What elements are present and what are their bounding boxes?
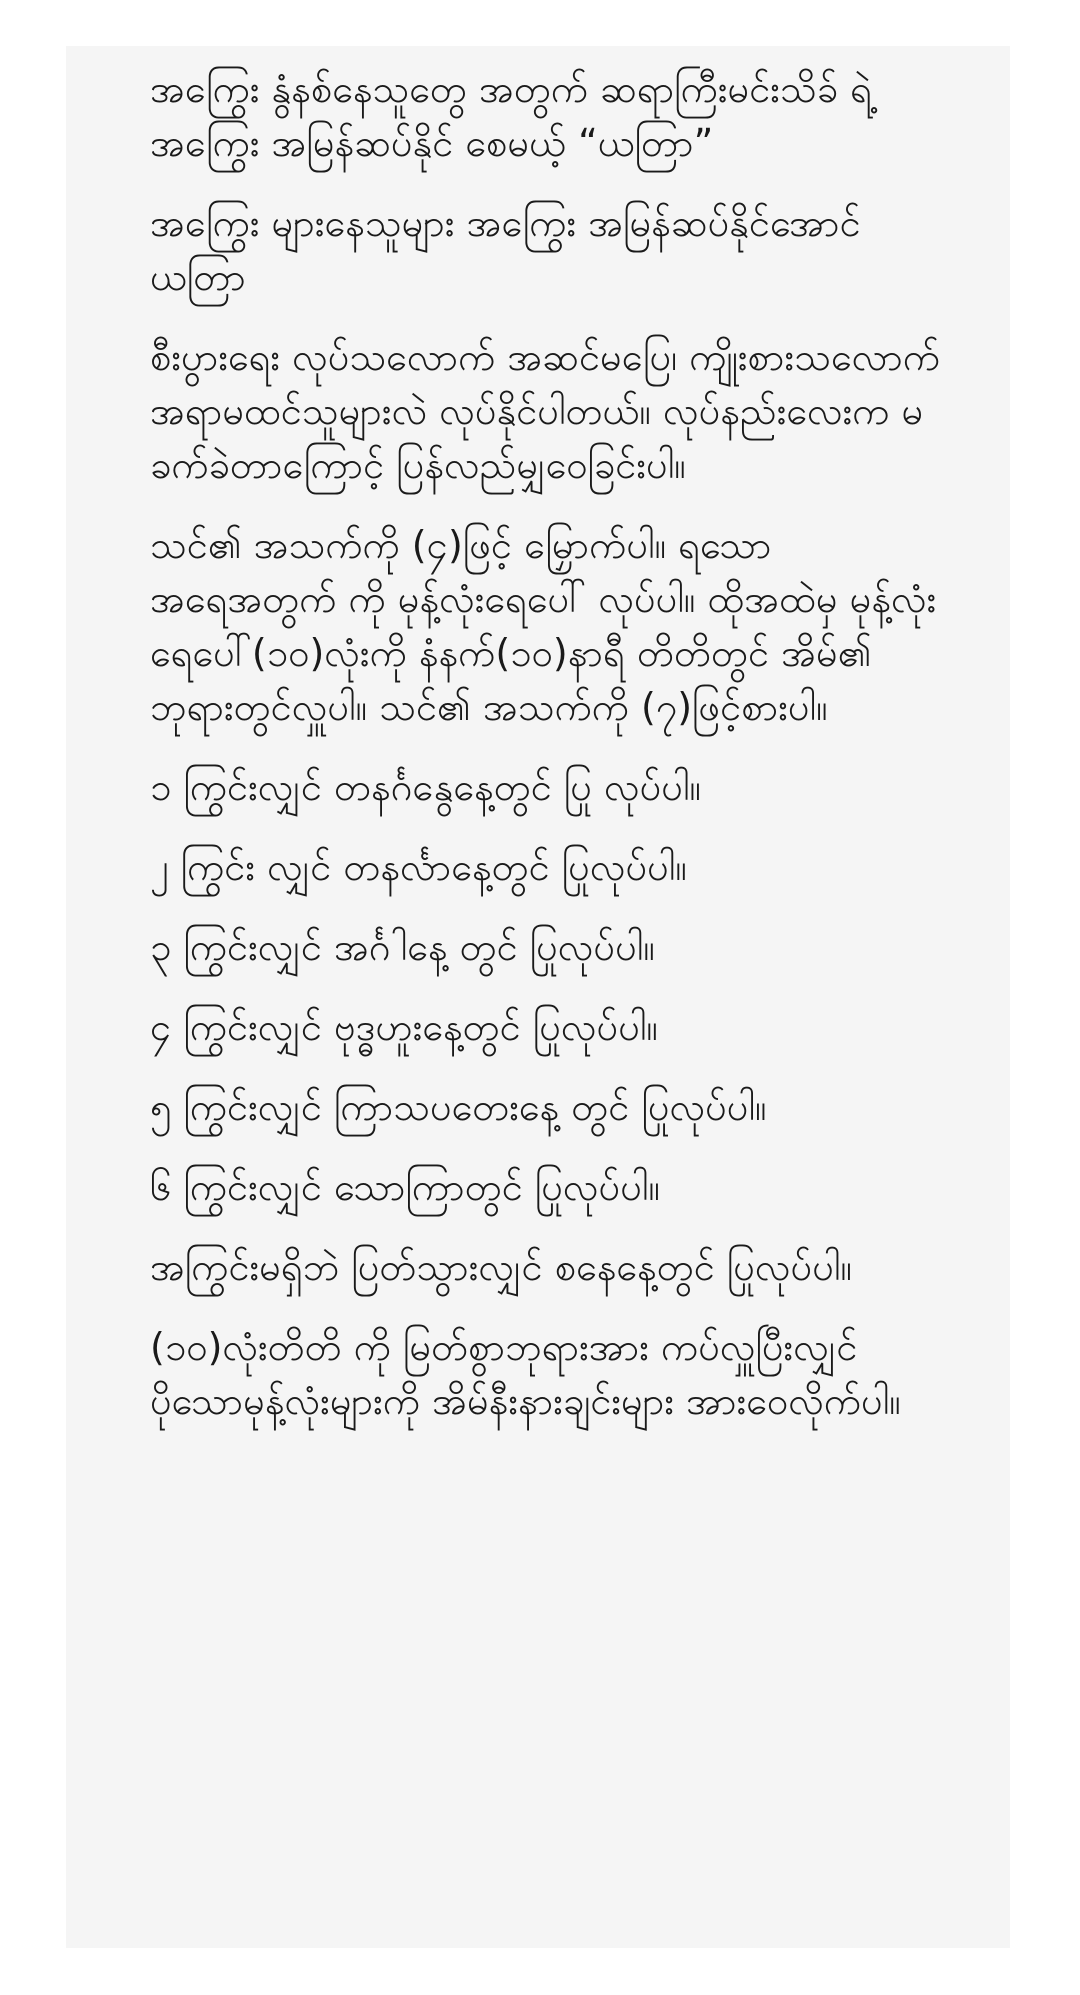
list-item-remainder-6: ၆ ကြွင်းလျှင် သောကြာတွင် ပြုလုပ်ပါ။ xyxy=(150,1165,660,1209)
list-item-remainder-5: ၅ ကြွင်းလျှင် ကြာသပတေးနေ့ တွင် ပြုလုပ်ပါ။ xyxy=(150,1085,767,1129)
list-item-no-remainder: အကြွင်းမရှိဘဲ ပြတ်သွားလျှင် စနေနေ့တွင် ပြုလုပ်ပါ။ xyxy=(150,1245,852,1289)
list-item-remainder-1: ၁ ကြွင်းလျှင် တနင်္ဂနွေနေ့တွင် ပြု လုပ်ပါ။ xyxy=(150,765,702,809)
paragraph-title: အကြွေး နွံနစ်နေသူတွေ အတွက် ဆရာကြီးမင်းသိခ် ရဲ့ အကြွေး အမြန်ဆပ်နိုင် စေမယ့် “ယတြာ” xyxy=(150,67,872,165)
list-item-remainder-3: ၃ ကြွင်းလျှင် အင်္ဂါနေ့ တွင် ပြုလုပ်ပါ။ xyxy=(150,925,655,969)
list-item-remainder-2: ၂ ကြွင်း လျှင် တနင်္လာနေ့တွင် ပြုလုပ်ပါ။ xyxy=(150,845,687,889)
list-item-remainder-4: ၄ ကြွင်းလျှင် ဗုဒ္ဓဟူးနေ့တွင် ပြုလုပ်ပါ။ xyxy=(150,1005,658,1049)
document-panel xyxy=(66,46,1010,1948)
document-body xyxy=(150,62,950,1454)
paragraph-intro: စီးပွားရေး လုပ်သလောက် အဆင်မပြေ၊ ကျိုးစားသလောက် အရာမထင်သူများလဲ လုပ်နိုင်ပါတယ်။ လုပ်နည်းလေးက မခက်ခဲတာကြောင့် ပြန်လည်မျှဝေခြင်းပါ။ xyxy=(150,335,941,487)
paragraph-subtitle: အကြွေး များနေသူများ အကြွေး အမြန်ဆပ်နိုင်အောင် ယတြာ xyxy=(150,201,861,299)
paragraph-closing: (၁၀)လုံးတိတိ ကို မြတ်စွာဘုရားအား ကပ်လှူပြီးလျှင် ပိုသောမုန့်လုံးများကို အိမ်နီးနားချင်းများ အားဝေလိုက်ပါ။ xyxy=(150,1325,901,1423)
paragraph-instructions: သင်၏ အသက်ကို (၄)ဖြင့် မြှောက်ပါ။ ရသော အရေအတွက် ကို မုန့်လုံးရေပေါ် လုပ်ပါ။ ထိုအထဲမှ မုန့်လုံး ရေပေါ်(၁၀)လုံးကို နံနက်(၁၀)နာရီ တိတိတွင် အိမ်၏ ဘုရားတွင်လှူပါ။ သင်၏ အသက်ကို (၇)ဖြင့်စားပါ။ xyxy=(150,523,937,729)
